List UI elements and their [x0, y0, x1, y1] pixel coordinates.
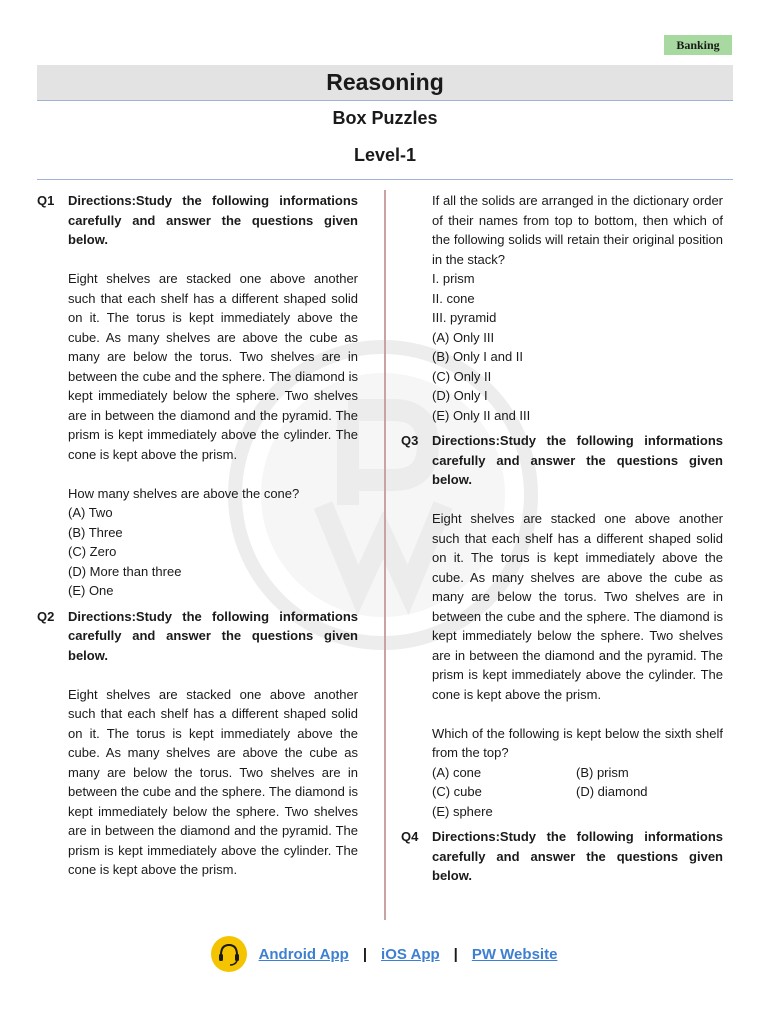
puzzle-passage: Eight shelves are stacked one above another such that each shelf has a different shaped solid on it. The torus is kept immediately above the cube. As many shelves are above the cube as many are below the torus. Two shelves are in between the cube and the sphere. The diamond is kept immediately below the sphere. Two shelves are in between the diamond and the pyramid. The prism is kept immediately above the cylinder. The cone is kept above the prism.	[68, 686, 358, 877]
statement-1: I. prism	[432, 271, 475, 286]
question-number: Q3	[401, 433, 419, 448]
statement-3: III. pyramid	[432, 310, 497, 325]
android-app-link[interactable]: Android App	[258, 945, 349, 963]
option-b: (B) prism	[576, 764, 629, 780]
statement-2: II. cone	[432, 290, 475, 306]
option-c: (C) Only II	[432, 368, 492, 384]
option-d: (D) diamond	[576, 784, 648, 799]
question-text: How many shelves are above the cone?	[68, 485, 300, 501]
option-e: (E) sphere	[432, 803, 493, 819]
question-1	[37, 191, 358, 601]
separator: |	[362, 945, 368, 963]
page-title: Reasoning	[37, 65, 733, 101]
option-a: (A) cone	[432, 764, 482, 780]
question-text: If all the solids are arranged in the dictionary order of their names from top to bottom, then which of the following solids will retain their original position in the stack?	[432, 193, 723, 267]
question-3	[401, 431, 723, 821]
option-d: (D) More than three	[68, 563, 182, 579]
question-number: Q1	[37, 193, 55, 208]
ios-app-link[interactable]: iOS App	[381, 945, 440, 963]
footer-links	[0, 934, 768, 974]
option-a: (A) Only III	[432, 329, 495, 345]
topic-title: Box Puzzles	[332, 108, 438, 128]
question-number: Q2	[37, 608, 55, 624]
puzzle-passage: Eight shelves are stacked one above another such that each shelf has a different shaped solid on it. The torus is kept immediately above the cube. As many shelves are above the cube as many are below the torus. Two shelves are in between the cube and the sphere. The diamond is kept immediately below the sphere. Two shelves are in between the diamond and the pyramid. The prism is kept immediately above the cylinder. The cone is kept above the prism.	[432, 511, 723, 702]
question-text: Which of the following is kept below the sixth shelf from the top?	[432, 725, 723, 760]
header-divider	[37, 179, 733, 180]
option-a: (A) Two	[68, 505, 113, 520]
option-e: (E) Only II and III	[432, 407, 531, 423]
question-number: Q4	[401, 829, 419, 844]
option-b: (B) Three	[68, 524, 123, 540]
level-title: Level-1	[353, 145, 417, 165]
right-column	[401, 191, 723, 886]
option-c: (C) cube	[432, 784, 482, 799]
customer-service-icon	[211, 936, 247, 972]
directions-text: Directions:Study the following informations carefully and answer the questions given below.	[432, 829, 723, 883]
option-e: (E) One	[68, 583, 114, 598]
option-b: (B) Only I and II	[432, 349, 524, 364]
question-2-continued	[401, 191, 723, 425]
pw-website-link[interactable]: PW Website	[471, 945, 558, 963]
category-badge: Banking	[664, 35, 732, 55]
directions-text: Directions:Study the following informations carefully and answer the questions given below.	[432, 433, 723, 487]
left-column	[37, 191, 358, 880]
directions-text: Directions:Study the following informations carefully and answer the questions given below.	[68, 608, 358, 663]
puzzle-passage: Eight shelves are stacked one above another such that each shelf has a different shaped solid on it. The torus is kept immediately above the cube. As many shelves are above the cube as many are below the torus. Two shelves are in between the cube and the sphere. The diamond is kept immediately below the sphere. Two shelves are in between the diamond and the pyramid. The prism is kept immediately above the cylinder. The cone is kept above the prism.	[68, 271, 358, 462]
separator: |	[453, 945, 458, 963]
option-c: (C) Zero	[68, 544, 117, 559]
option-d: (D) Only I	[432, 388, 488, 403]
column-divider	[384, 190, 386, 920]
directions-text: Directions:Study the following informations carefully and answer the questions given below.	[68, 193, 358, 247]
question-2	[37, 607, 358, 880]
question-4	[401, 827, 723, 886]
